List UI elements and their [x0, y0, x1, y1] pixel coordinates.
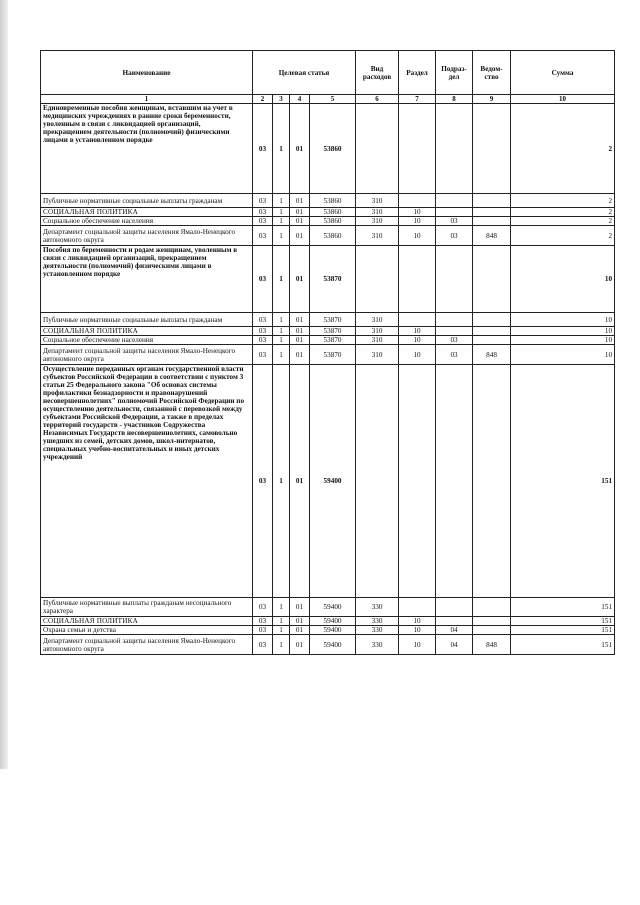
code-4: 01 [290, 208, 310, 217]
podrazdel-cell [436, 208, 473, 217]
table-row [41, 246, 615, 313]
row-name: СОЦИАЛЬНАЯ ПОЛИТИКА [41, 327, 253, 336]
sum-cell: 10 [511, 313, 615, 327]
code-3: 1 [273, 365, 290, 598]
header-vid: Вид расходов [356, 51, 399, 95]
razdel-cell: 10 [399, 226, 436, 246]
colnum: 1 [41, 95, 253, 104]
vid-cell: 310 [356, 226, 399, 246]
code-5: 59400 [310, 598, 356, 617]
podrazdel-cell [436, 194, 473, 208]
podrazdel-cell: 04 [436, 635, 473, 655]
sum-cell: 151 [511, 626, 615, 635]
table-row [41, 208, 615, 217]
row-name: СОЦИАЛЬНАЯ ПОЛИТИКА [41, 208, 253, 217]
razdel-cell [399, 104, 436, 194]
razdel-cell [399, 313, 436, 327]
table-row [41, 336, 615, 345]
podrazdel-cell [436, 104, 473, 194]
vid-cell [356, 365, 399, 598]
razdel-cell [399, 598, 436, 617]
podrazdel-cell [436, 313, 473, 327]
code-5: 53860 [310, 226, 356, 246]
vid-cell: 330 [356, 598, 399, 617]
code-5: 53870 [310, 327, 356, 336]
header-podrazdel: Подраз-дел [436, 51, 473, 95]
table-row [41, 194, 615, 208]
table-row [41, 313, 615, 327]
code-5: 53860 [310, 104, 356, 194]
row-name: СОЦИАЛЬНАЯ ПОЛИТИКА [41, 617, 253, 626]
code-4: 01 [290, 313, 310, 327]
sum-cell: 151 [511, 635, 615, 655]
code-3: 1 [273, 617, 290, 626]
podrazdel-cell: 03 [436, 226, 473, 246]
table-row [41, 327, 615, 336]
code-5: 53860 [310, 217, 356, 226]
vid-cell: 310 [356, 336, 399, 345]
podrazdel-cell [436, 327, 473, 336]
code-2: 03 [253, 365, 273, 598]
vedomstvo-cell [473, 327, 511, 336]
vedomstvo-cell [473, 246, 511, 313]
colnum: 2 [253, 95, 273, 104]
row-name: Социальное обеспечение населения [41, 217, 253, 226]
vid-cell: 310 [356, 208, 399, 217]
sum-cell: 2 [511, 208, 615, 217]
code-4: 01 [290, 217, 310, 226]
code-3: 1 [273, 246, 290, 313]
sum-cell: 151 [511, 365, 615, 598]
code-4: 01 [290, 194, 310, 208]
code-3: 1 [273, 208, 290, 217]
vid-cell: 310 [356, 345, 399, 365]
code-2: 03 [253, 617, 273, 626]
row-name: Публичные нормативные социальные выплаты гражданам [41, 194, 253, 208]
vedomstvo-cell: 848 [473, 635, 511, 655]
code-4: 01 [290, 626, 310, 635]
code-3: 1 [273, 635, 290, 655]
code-4: 01 [290, 617, 310, 626]
code-3: 1 [273, 104, 290, 194]
sum-cell: 10 [511, 345, 615, 365]
code-3: 1 [273, 626, 290, 635]
vid-cell [356, 246, 399, 313]
vedomstvo-cell [473, 598, 511, 617]
razdel-cell [399, 246, 436, 313]
code-2: 03 [253, 635, 273, 655]
code-2: 03 [253, 208, 273, 217]
code-4: 01 [290, 104, 310, 194]
table-row [41, 217, 615, 226]
code-4: 01 [290, 246, 310, 313]
razdel-cell: 10 [399, 336, 436, 345]
code-4: 01 [290, 635, 310, 655]
sum-cell: 2 [511, 217, 615, 226]
row-name: Охрана семьи и детства [41, 626, 253, 635]
sum-cell: 10 [511, 246, 615, 313]
podrazdel-cell: 03 [436, 336, 473, 345]
vid-cell: 310 [356, 313, 399, 327]
podrazdel-cell [436, 617, 473, 626]
razdel-cell: 10 [399, 626, 436, 635]
razdel-cell: 10 [399, 208, 436, 217]
razdel-cell [399, 365, 436, 598]
razdel-cell: 10 [399, 345, 436, 365]
code-5: 59400 [310, 626, 356, 635]
colnum: 7 [399, 95, 436, 104]
table-row [41, 635, 615, 655]
table-row [41, 365, 615, 598]
vedomstvo-cell [473, 365, 511, 598]
vid-cell: 310 [356, 327, 399, 336]
vid-cell: 310 [356, 217, 399, 226]
code-5: 53870 [310, 246, 356, 313]
table-row [41, 626, 615, 635]
vedomstvo-cell [473, 313, 511, 327]
row-name: Департамент социальной защиты населения Ямало-Ненецкого автономного округа [41, 635, 253, 655]
row-name: Осуществление переданных органам государственной власти субъектов Российской Федерации в соответствии с пунктом 3 статьи 25 Федерального закона "Об основах системы профилактики безнадзорности и правонарушений несовершеннолетних" полномочий Российской Федерации по осуществлению деятельности, связанной с перевозкой между субъектами Российской Федерации, а также в пределах территорий государств - участников Содружества Независимых Государств несовершеннолетних, самовольно ушедших из семей, детских домов, школ-интернатов, специальных учебно-воспитательных и иных детских учреждений [41, 365, 253, 598]
vedomstvo-cell [473, 217, 511, 226]
code-5: 53870 [310, 313, 356, 327]
code-5: 59400 [310, 365, 356, 598]
sum-cell: 151 [511, 598, 615, 617]
colnum: 3 [273, 95, 290, 104]
colnum: 5 [310, 95, 356, 104]
vid-cell: 330 [356, 635, 399, 655]
podrazdel-cell: 04 [436, 626, 473, 635]
podrazdel-cell [436, 598, 473, 617]
vid-cell: 330 [356, 626, 399, 635]
table-row [41, 598, 615, 617]
code-4: 01 [290, 345, 310, 365]
code-5: 53860 [310, 194, 356, 208]
code-3: 1 [273, 194, 290, 208]
header-target: Целевая статья [253, 51, 356, 95]
razdel-cell: 10 [399, 617, 436, 626]
table-row [41, 345, 615, 365]
code-5: 53870 [310, 345, 356, 365]
row-name: Департамент социальной защиты населения Ямало-Ненецкого автономного округа [41, 345, 253, 365]
code-3: 1 [273, 226, 290, 246]
code-3: 1 [273, 313, 290, 327]
row-name: Социальное обеспечение населения [41, 336, 253, 345]
vedomstvo-cell: 848 [473, 226, 511, 246]
code-5: 59400 [310, 617, 356, 626]
code-3: 1 [273, 598, 290, 617]
row-name: Публичные нормативные социальные выплаты гражданам [41, 313, 253, 327]
row-name: Единовременные пособия женщинам, вставшим на учет в медицинских учреждениях в ранние сроки беременности, уволенным в связи с ликвидацией организаций, прекращением деятельности (полномочий) физическими лицами в установленном порядке [41, 104, 253, 194]
colnum: 6 [356, 95, 399, 104]
code-3: 1 [273, 327, 290, 336]
vedomstvo-cell: 848 [473, 345, 511, 365]
code-4: 01 [290, 365, 310, 598]
code-4: 01 [290, 336, 310, 345]
podrazdel-cell [436, 365, 473, 598]
code-2: 03 [253, 313, 273, 327]
podrazdel-cell: 03 [436, 345, 473, 365]
code-4: 01 [290, 327, 310, 336]
row-name: Пособия по беременности и родам женщинам, уволенным в связи с ликвидацией организаций, прекращением деятельности (полномочий) физическими лицами в установленном порядке [41, 246, 253, 313]
code-2: 03 [253, 217, 273, 226]
vedomstvo-cell [473, 617, 511, 626]
code-2: 03 [253, 226, 273, 246]
colnum: 8 [436, 95, 473, 104]
code-2: 03 [253, 246, 273, 313]
razdel-cell: 10 [399, 217, 436, 226]
vid-cell: 330 [356, 617, 399, 626]
budget-table [40, 50, 615, 655]
code-2: 03 [253, 598, 273, 617]
code-4: 01 [290, 598, 310, 617]
row-name: Департамент социальной защиты населения Ямало-Ненецкого автономного округа [41, 226, 253, 246]
sum-cell: 2 [511, 104, 615, 194]
header-summa: Сумма [511, 51, 615, 95]
sum-cell: 10 [511, 327, 615, 336]
colnum: 4 [290, 95, 310, 104]
scan-edge [0, 0, 8, 769]
header-vedomstvo: Ведом-ство [473, 51, 511, 95]
code-2: 03 [253, 626, 273, 635]
table-row [41, 226, 615, 246]
row-name: Публичные нормативные выплаты гражданам несоциального характера [41, 598, 253, 617]
code-5: 59400 [310, 635, 356, 655]
code-2: 03 [253, 336, 273, 345]
code-3: 1 [273, 345, 290, 365]
sum-cell: 2 [511, 194, 615, 208]
code-2: 03 [253, 327, 273, 336]
vid-cell: 310 [356, 194, 399, 208]
vedomstvo-cell [473, 626, 511, 635]
code-2: 03 [253, 194, 273, 208]
vedomstvo-cell [473, 336, 511, 345]
sum-cell: 151 [511, 617, 615, 626]
blank-area [0, 769, 640, 905]
colnum: 9 [473, 95, 511, 104]
razdel-cell: 10 [399, 327, 436, 336]
razdel-cell: 10 [399, 635, 436, 655]
podrazdel-cell [436, 246, 473, 313]
code-4: 01 [290, 226, 310, 246]
table-row [41, 617, 615, 626]
podrazdel-cell: 03 [436, 217, 473, 226]
vedomstvo-cell [473, 208, 511, 217]
code-2: 03 [253, 104, 273, 194]
code-5: 53860 [310, 208, 356, 217]
table-row [41, 104, 615, 194]
header-name: Наименование [41, 51, 253, 95]
code-2: 03 [253, 345, 273, 365]
code-5: 53870 [310, 336, 356, 345]
sum-cell: 10 [511, 336, 615, 345]
header-razdel: Раздел [399, 51, 436, 95]
colnum: 10 [511, 95, 615, 104]
vedomstvo-cell [473, 194, 511, 208]
vid-cell [356, 104, 399, 194]
code-3: 1 [273, 217, 290, 226]
sum-cell: 2 [511, 226, 615, 246]
vedomstvo-cell [473, 104, 511, 194]
razdel-cell [399, 194, 436, 208]
code-3: 1 [273, 336, 290, 345]
